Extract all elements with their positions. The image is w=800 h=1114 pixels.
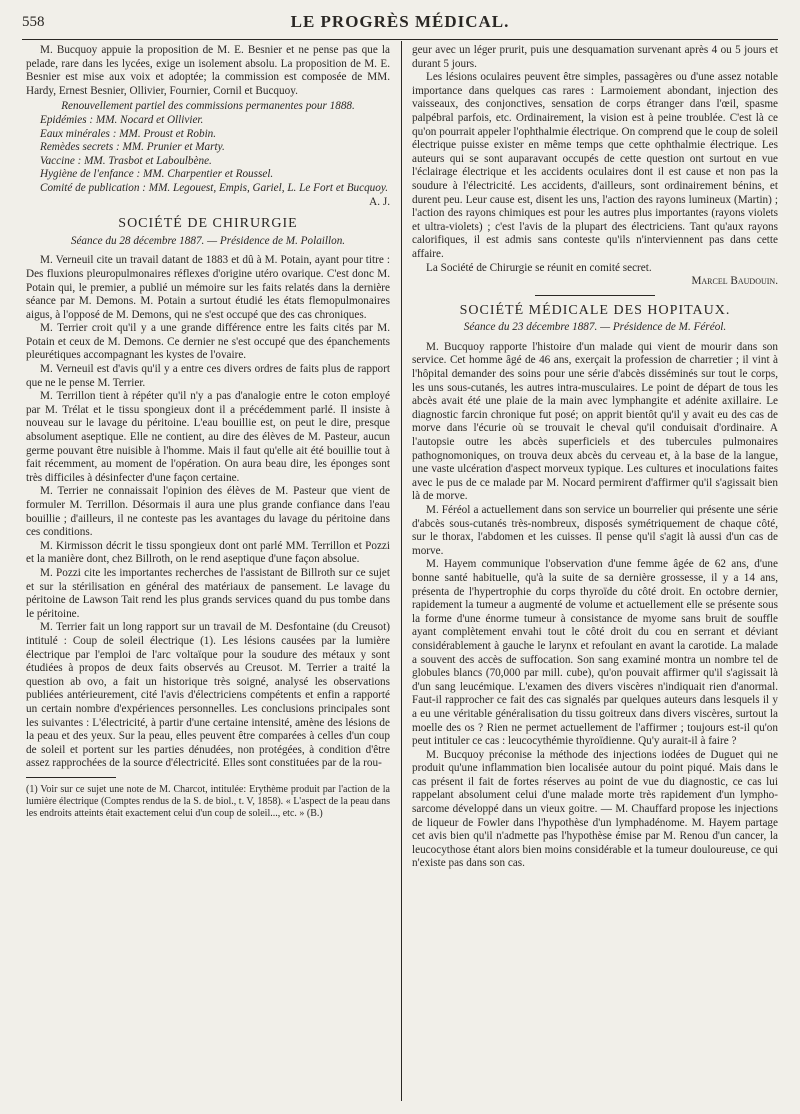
paragraph: M. Bucquoy préconise la méthode des injections iodées de Duguet qui ne produit qu'une inflammation bien localisée autour du point piqué. Mais dans le cas présent il fait de fortes réserves au point de vue du diagnostic, ce cas lui rappelant absolument celui d'une malade morte très rapidement d'un lympho-sarcome développé dans un vieux goitre. — M. Chauffard propose les injections de liqueur de Fowler dans l'hypothèse d'un lymphadénome. M. Hayem partage cet avis bien qu'il n'admette pas l'hypothèse émise par M. Renou d'un cancer, la leucocythose étant alors bien moins considérable et la tumeur douloureuse, ce qui n'existe pas dans son cas. (412, 748, 778, 870)
paragraph: M. Pozzi cite les importantes recherches de l'assistant de Billroth sur ce sujet et sur la stérilisation en général des matériaux de pansement. Le lavage du péritoine de Lawson Tait rend les plus grands services quand du pus tombe dans le péritoine. (26, 566, 390, 620)
paragraph: Les lésions oculaires peuvent être simples, passagères ou d'une assez notable importance dans quelques cas rares : Larmoiement abondant, injection des vaisseaux, des conjonctives, sensation de corps étranger dans l'œil, spasme palpébral parfois, etc. Ordinairement, la vision est à peine troublée. C'est là ce qu'on pourrait appeler l'ophthalmie électrique. On comprend que le coup de soleil électrique puisse exister en même temps que cette ophthalmie électrique. Les auteurs qui se sont auparavant occupés de cette question ont surtout en vue l'éclairage électrique et les accidents oculaires dont il est cause et non pas la soudure à l'électricité. Les accidents, d'ailleurs, sont ordinairement bénins, et durent peu. Leur cause est, disent les uns, l'action des rayons lumineux (Martin) ; l'action des rayons chimiques est pour les autres plus importantes (rayons violets et ultra-violets) ; c'est l'avis de la plupart des électriciens. Tant qu'aux rayons calorifiques, il est admis sans conteste qu'ils n'interviennent pas dans cette affaire. (412, 71, 778, 260)
session-line: Séance du 28 décembre 1887. — Présidence de M. Polaillon. (70, 234, 346, 247)
right-column (412, 44, 778, 871)
footnote-rule (26, 777, 116, 778)
commissions-list (26, 114, 390, 196)
footnote: (1) Voir sur ce sujet une note de M. Charcot, intitulée: Erythème produit par l'action de la lumière électrique (Comptes rendus de la S. de biol., t. V, 1858). « L'aspect de la peau dans les endroits atteints était exactement celui d'un coup de soleil..., etc. » (B.) (26, 783, 390, 820)
paragraph: geur avec un léger prurit, puis une desquamation survenant après 4 ou 5 jours et durant 5 jours. (412, 44, 778, 70)
commission-item: Vaccine : MM. Trasbot et Laboulbène. (40, 154, 212, 167)
page-number: 558 (22, 14, 45, 30)
commission-item: Epidémies : MM. Nocard et Ollivier. (40, 113, 204, 126)
paragraph: M. Bucquoy appuie la proposition de M. E. Besnier et ne pense pas que la pelade, rare dans les lycées, exige un isolement absolu. La proposition de M. E. Besnier est mise aux voix et adoptée; la commission est composée de MM. Hardy, Ernest Besnier, Ollivier, Fournier, Cornil et Bucquoy. (26, 44, 390, 97)
signature: Marcel Baudouin. (691, 275, 778, 288)
paragraph: M. Terrier croit qu'il y a une grande différence entre les faits cités par M. Potain et ceux de M. Demons. Ce dernier ne s'est occupé que des épanchements pleurétiques accompagnant les kystes de l'ovaire. (26, 322, 390, 362)
column-divider (401, 41, 402, 1101)
paragraph: M. Verneuil est d'avis qu'il y a entre ces divers ordres de faits plus de rapport que ne le pense M. Terrier. (26, 363, 390, 389)
left-column (26, 44, 390, 820)
paragraph: M. Féréol a actuellement dans son service un bourrelier qui présente une série d'abcès sous-cutanés très-nombreux, disposés symétriquement de chaque côté, sur le thorax, l'abdomen et les cuisses. Il pense qu'il s'agit là aussi d'un cas de morve. (412, 504, 778, 557)
journal-title: LE PROGRÈS MÉDICAL. (290, 12, 510, 31)
section-title: SOCIÉTÉ DE CHIRURGIE (118, 216, 298, 232)
commission-item: Remèdes secrets : MM. Prunier et Marty. (40, 141, 225, 154)
paragraph: M. Bucquoy rapporte l'histoire d'un malade qui vient de mourir dans son service. Cet homme âgé de 46 ans, exerçait la profession de charretier ; il vint à l'hôpital demander des soins pour une série d'abcès disséminés sur tout le corps, les uns sous-cutanés, les autres intra-musculaires. Le point de départ de tous les abcès avait été une plaie de la main avec lymphangite et adénite axillaire. Le diagnostic farcin chronique fut posé; on apprit bientôt qu'il y avait eu des cas de morve dans l'écurie où se trouvait le cheval qu'il conduisait d'ordinaire. A l'autopsie outre les abcès superficiels et des tubercules pulmonaires pathognomoniques, on trouva deux abcès du cerveau et, à la base de la langue, une vaste ulcération d'aspect morveux typique. Les cultures et inoculations faites avec le pus de ce malade par M. Nocard permirent d'affirmer qu'il s'agissait bien là de morve. (412, 340, 778, 503)
session-line: Séance du 23 décembre 1887. — Présidence de M. Féréol. (463, 321, 727, 334)
paragraph: M. Verneuil cite un travail datant de 1883 et dû à M. Potain, ayant pour titre : Des fluxions pleuropulmonaires réflexes d'origine utéro ovarique. C'est donc M. Potain qui, le premier, a publié un mémoire sur les faits relatés dans la dernière séance par M. Demons. M. Potain a surtout étudié les états flemopulmonaires aigus, à l'opposé de M. Demons, qui ne s'est occupé que des cas chroniques. (26, 254, 390, 321)
section-title: SOCIÉTÉ MÉDICALE DES HOPITAUX. (459, 302, 731, 318)
commission-item: Comité de publication : MM. Legouest, Empis, Gariel, L. Le Fort et Bucquoy. (40, 181, 389, 194)
section-rule (535, 295, 655, 296)
header-rule (22, 39, 778, 40)
commissions-heading: Renouvellement partiel des commissions permanentes pour 1888. (61, 100, 355, 113)
paragraph: M. Terrillon tient à répéter qu'il n'y a pas d'analogie entre le coton employé par M. Trélat et le tissu spongieux dont il a précédemment parlé. Il insiste à nouveau sur le lavage du péritoine. L'eau bouillie est, on peut le dire, presque absolument aseptique. Elle ne contient, au dire des élèves de M. Pasteur, aucun germe pouvant être nuisible à l'homme. Mais il faut qu'elle ait été bouillie tout à fait récemment, au moment de l'opération. On aura beau dire, les éponges sont très difficiles à désinfecter d'une façon certaine. (26, 390, 390, 484)
paragraph: La Société de Chirurgie se réunit en comité secret. (426, 261, 652, 274)
commission-item: Eaux minérales : MM. Proust et Robin. (40, 127, 217, 140)
commission-item: Hygiène de l'enfance : MM. Charpentier et Roussel. (40, 168, 274, 181)
paragraph: M. Kirmisson décrit le tissu spongieux dont ont parlé MM. Terrillon et Pozzi et la manière dont, chez Billroth, on le rend aseptique d'une façon absolue. (26, 539, 390, 566)
paragraph: M. Hayem communique l'observation d'une femme âgée de 62 ans, d'une bonne santé habituelle, qu'à la suite de sa dernière grossesse, il y a 14 ans, présenta de l'hypertrophie du corps thyroïde du côté droit. En octobre dernier, rapidement la tumeur a augmenté de volume et actuellement elle se présente sous la forme d'une énorme tumeur à consistance de myome sans bruit de souffle ayant complètement envahi tout le côté droit du cou en serrant et déviant considérablement à gauche le larynx et refoulant en avant la carotide. La malade a souvent des accès de suffocation. Son sang examiné montra un nombre tel de globules blancs (70,000 par mill. cube), qu'on pouvait affirmer qu'il s'agissait là d'un sang leucémique. L'examen des divers viscères n'indiquait rien d'anormal. Faut-il rapprocher ce fait des cas signalés par quelques auteurs dans lesquels il y a eu une véritable généralisation du tissu goitreux dans divers viscères, surtout la moelle des os ? Rien ne permet actuellement de l'affirmer ; toujours est-il qu'on peut intituler ce cas : leucocythémie thyroïdienne. Qu'y aurait-il à faire ? (412, 558, 778, 748)
paragraph: M. Terrier fait un long rapport sur un travail de M. Desfontaine (du Creusot) intitulé : Coup de soleil électrique (1). Les lésions causées par la lumière électrique par l'emploi de l'arc voltaïque pour la soudure des métaux y sont étudiées à propos de deux faits observés au Creusot. M. Terrier a traité la question ab ovo, a fait un historique très soigné, analysé les observations publiées antérieurement, cité l'avis d'électriciens compétents et enfin a rapporté un certain nombre d'expériences personnelles. Les conclusions principales sont les suivantes : L'électricité, à partir d'une certaine intensité, amène des lésions de la peau et des yeux. Sur la peau, elles peuvent être comparées à celles d'un coup de soleil et portent sur les parties dénudées, non protégées, à condition d'être assez rapprochées de la source d'électricité. Elles sont constituées par de la rou- (26, 621, 390, 770)
paragraph: M. Terrier ne connaissait l'opinion des élèves de M. Pasteur que vient de formuler M. Terrillon. Désormais il aura une plus grande confiance dans l'eau bouillie ; d'ailleurs, il ne conteste pas les avantages du lavage du péritoine dans ces conditions. (26, 485, 390, 539)
page-header (22, 12, 778, 38)
signature: A. J. (369, 195, 390, 208)
